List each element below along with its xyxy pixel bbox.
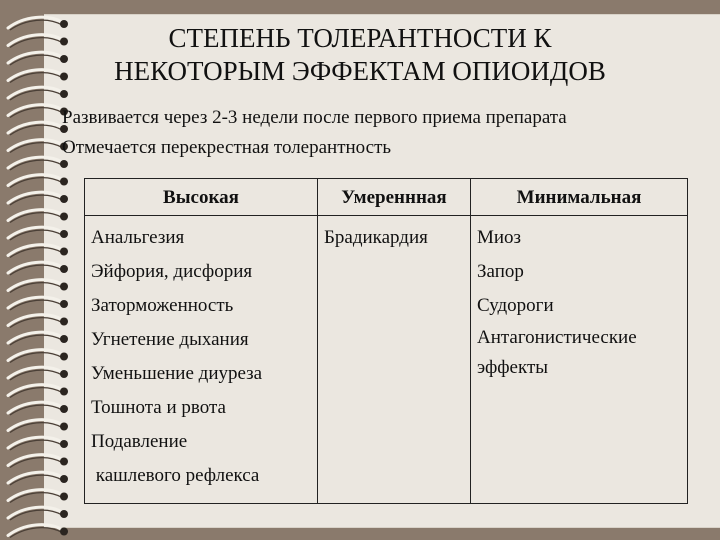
- tolerance-table: [84, 178, 688, 504]
- spiral-binding-icon: [0, 0, 80, 540]
- column-header: Высокая: [85, 179, 317, 216]
- table-cell: Судороги: [477, 295, 554, 316]
- title-line-2: НЕКОТОРЫМ ЭФФЕКТАМ ОПИОИДОВ: [114, 56, 606, 86]
- table-cell: Запор: [477, 261, 524, 282]
- slide-title: [70, 22, 650, 88]
- table-cell: Заторможенность: [91, 295, 234, 316]
- column-header: Умереннная: [318, 179, 470, 216]
- title-line-1: СТЕПЕНЬ ТОЛЕРАНТНОСТИ К: [168, 23, 552, 53]
- table-cell: Миоз: [477, 227, 522, 248]
- column-high: [85, 179, 318, 503]
- column-minimal: [471, 179, 687, 503]
- column-moderate: [318, 179, 471, 503]
- table-cell: кашлевого рефлекса: [91, 465, 260, 486]
- table-cell: Подавление: [91, 431, 188, 452]
- table-cell: Угнетение дыхания: [91, 329, 249, 350]
- table-cell: Брадикардия: [324, 227, 428, 248]
- table-cell: Эйфория, дисфория: [91, 261, 253, 282]
- table-cell: Антагонистические эффекты: [477, 327, 637, 378]
- bullet-item: Развивается через 2-3 недели после первого приема препарата: [62, 107, 567, 128]
- table-cell: Анальгезия: [91, 227, 185, 248]
- table-cell: Тошнота и рвота: [91, 397, 226, 418]
- column-header: Минимальная: [471, 179, 687, 216]
- table-cell: Уменьшение диуреза: [91, 363, 263, 384]
- bullet-item: Отмечается перекрестная толерантность: [62, 137, 392, 158]
